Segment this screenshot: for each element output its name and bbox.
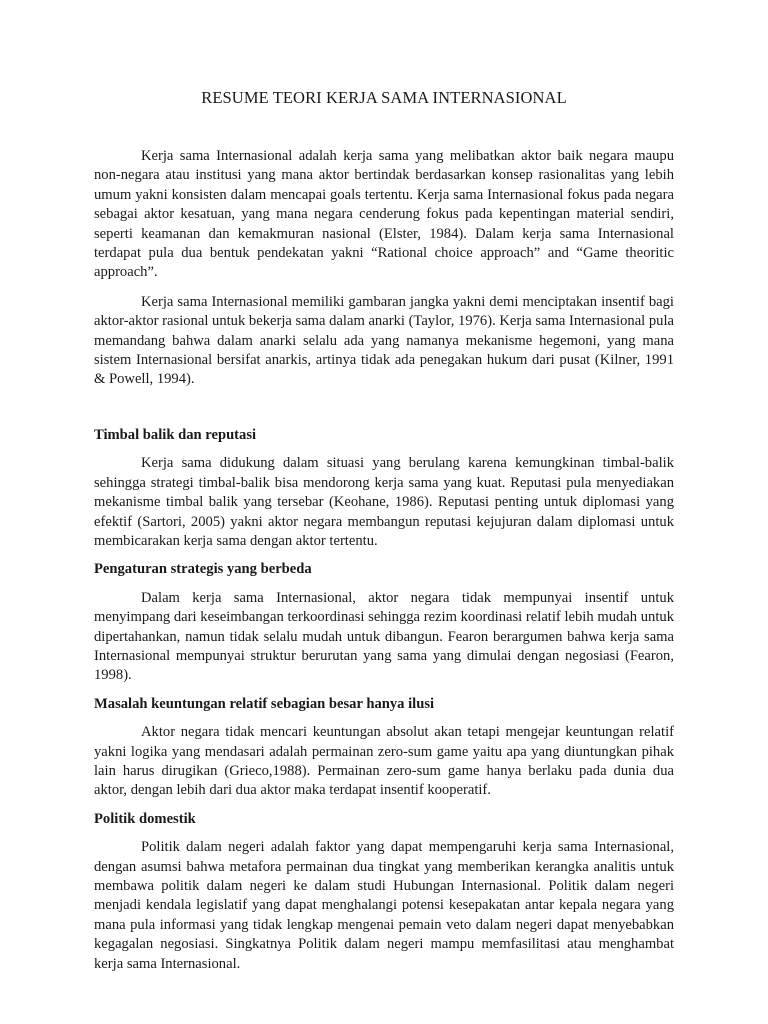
section-heading-timbal-balik: Timbal balik dan reputasi (94, 426, 257, 443)
document-title: RESUME TEORI KERJA SAMA INTERNASIONAL (201, 88, 567, 107)
section-paragraph-politik-domestik: Politik dalam negeri adalah faktor yang dapat mempengaruhi kerja sama Internasional, dengan asumsi bahwa metafora permainan dua tingkat yang memberikan kerangka analitis untuk membawa politik dalam negeri ke dalam studi Hubungan Internasional. Politik dalam negeri menjadi kendala legislatif yang dapat menghalangi potensi kesepakatan antar kepala negara yang mana pula informasi yang tidak lengkap mengenai pemain veto dalam negeri dapat menyebabkan kegagalan negosiasi. Singkatnya Politik dalam negeri mampu memfasilitasi atau menghambat kerja sama Internasional. (94, 839, 674, 972)
section-heading-politik-domestik: Politik domestik (94, 810, 196, 827)
intro-paragraph-2: Kerja sama Internasional memiliki gambaran jangka yakni demi menciptakan insentif bagi aktor-aktor rasional untuk bekerja sama dalam anarki (Taylor, 1976). Kerja sama Internasional pula memandang bahwa dalam anarki selalu ada yang namanya mekanisme hegemoni, yang mana sistem Internasional bersifat anarkis, artinya tidak ada penegakan hukum dari pusat (Kilner, 1991 & Powell, 1994). (94, 293, 675, 388)
section-heading-pengaturan-strategis: Pengaturan strategis yang berbeda (94, 561, 312, 578)
section-paragraph-pengaturan-strategis: Dalam kerja sama Internasional, aktor negara tidak mempunyai insentif untuk menyimpang dari keseimbangan terkoordinasi sehingga rezim koordinasi relatif lebih mudah untuk dipertahankan, namun tidak selalu mudah untuk dibangun. Fearon berargumen bahwa kerja sama Internasional mempunyai struktur berurutan yang sama yang dimulai dengan negosiasi (Fearon, 1998). (94, 589, 674, 684)
section-paragraph-keuntungan-relatif: Aktor negara tidak mencari keuntungan absolut akan tetapi mengejar keuntungan relatif yakni logika yang mendasari adalah permainan zero-sum game yaitu apa yang diuntungkan pihak lain harus dirugikan (Grieco,1988). Permainan zero-sum game hanya berlaku pada dunia dua aktor, dengan lebih dari dua aktor maka terdapat insentif kooperatif. (94, 724, 674, 799)
section-heading-keuntungan-relatif: Masalah keuntungan relatif sebagian besar hanya ilusi (94, 695, 435, 712)
section-paragraph-timbal-balik: Kerja sama didukung dalam situasi yang berulang karena kemungkinan timbal-balik sehingga strategi timbal-balik bisa mendorong kerja sama yang kuat. Reputasi pula menyediakan mekanisme timbal balik yang tersebar (Keohane, 1986). Reputasi penting untuk diplomasi yang efektif (Sartori, 2005) yakni aktor negara membangun reputasi kejujuran dalam diplomasi untuk membicarakan kerja sama dengan aktor tertentu. (94, 455, 674, 549)
intro-paragraph-1: Kerja sama Internasional adalah kerja sama yang melibatkan aktor baik negara maupu non-negara atau institusi yang mana aktor bertindak berdasarkan konsep rasionalitas yang lebih umum yakni konsisten dalam mencapai goals tertentu. Kerja sama Internasional fokus pada negara sebagai aktor kesatuan, yang mana negara cenderung fokus pada kepentingan material sendiri, seperti keamanan dan kemakmuran nasional (Elster, 1984). Dalam kerja sama Internasional terdapat pula dua bentuk pendekatan yakni “Rational choice approach” and “Game theoritic approach”. (94, 148, 674, 281)
